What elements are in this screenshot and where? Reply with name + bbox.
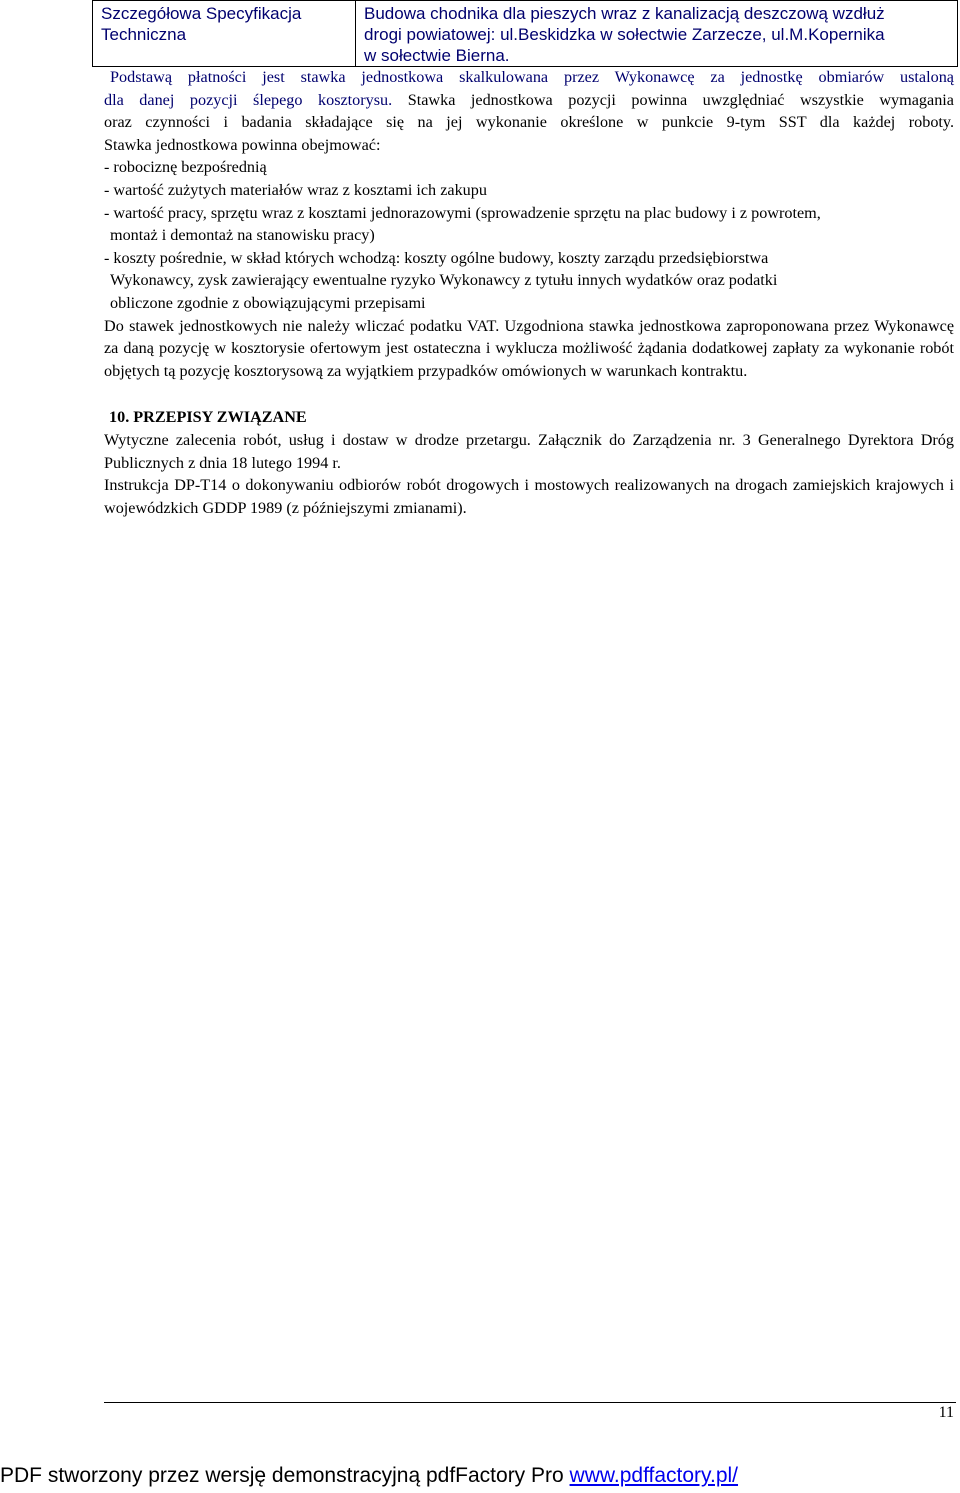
- list-item-indirect-costs-cont2: obliczone zgodnie z obowiązującymi przepisami: [110, 293, 426, 312]
- payment-basis-line2-end: Stawka jednostkowa pozycji powinna uwzględniać wszystkie wymagania: [392, 90, 954, 109]
- list-item-materials: - wartość zużytych materiałów wraz z kosztami ich zakupu: [104, 180, 487, 199]
- header-project-title-line2: drogi powiatowej: ul.Beskidzka w sołectwie Zarzecze, ul.M.Kopernika: [364, 25, 885, 44]
- payment-basis-line1: Podstawą płatności jest stawka jednostkowa skalkulowana przez Wykonawcę za jednostkę obmiarów ustaloną: [110, 68, 954, 86]
- list-item-labour: - robociznę bezpośrednią: [104, 158, 267, 177]
- unit-rate-intro: Stawka jednostkowa powinna obejmować:: [104, 135, 381, 154]
- header-spec-title: [93, 1, 356, 67]
- page-number: 11: [938, 1404, 954, 1421]
- payment-basis-line3: oraz czynności i badania składające się na jej wykonanie określone w punkcie 9-tym SST dla każdej roboty.: [104, 113, 954, 132]
- pdf-creator-notice: [0, 1464, 738, 1488]
- payment-basis-line2: [104, 89, 954, 112]
- document-body: [104, 66, 954, 519]
- regulation-ref-1: Wytyczne zalecenia robót, usług i dostaw w drodze przetargu. Załącznik do Zarządzenia nr. 3 Generalnego Dyrektora Dróg Publicznych z dnia 18 lutego 1994 r.: [104, 430, 954, 472]
- list-item-indirect-costs-cont1: Wykonawcy, zysk zawierający ewentualne ryzyko Wykonawcy z tytułu innych wydatków oraz podatki: [110, 271, 778, 290]
- list-item-equipment: - wartość pracy, sprzętu wraz z kosztami jednorazowymi (sprowadzenie sprzętu na plac budowy i z powrotem,: [104, 203, 821, 222]
- regulation-ref-2: Instrukcja DP-T14 o dokonywaniu odbiorów robót drogowych i mostowych realizowanych na drogach zamiejskich krajowych i wojewódzkich GDDP 1989 (z późniejszymi zmianami).: [104, 476, 954, 517]
- payment-basis-line2-start: dla danej pozycji ślepego kosztorysu.: [104, 90, 393, 109]
- section-heading-regulations: 10. PRZEPISY ZWIĄZANE: [109, 408, 307, 427]
- vat-paragraph: Do stawek jednostkowych nie należy wliczać podatku VAT. Uzgodniona stawka jednostkowa zaproponowana przez Wykonawcę za daną pozycję w kosztorysie ofertowym jest ostateczna i wyklucza możliwość żądania dodatkowej zapłaty za wykonanie robót objętych tą pozycję kosztorysową za wyjątkiem przypadków omówionych w warunkach kontraktu.: [104, 316, 954, 380]
- pdf-notice-text: PDF stworzony przez wersję demonstracyjną pdfFactory Pro: [0, 1464, 570, 1487]
- pdffactory-link[interactable]: www.pdffactory.pl/: [569, 1464, 739, 1487]
- header-project-title: [356, 1, 958, 67]
- document-header: [92, 0, 958, 67]
- footer-divider: [104, 1402, 956, 1403]
- list-item-equipment-cont: montaż i demontaż na stanowisku pracy): [110, 226, 375, 245]
- header-project-title-line1: Budowa chodnika dla pieszych wraz z kanalizacją deszczową wzdłuż: [364, 4, 885, 23]
- header-spec-title-line2: Techniczna: [101, 25, 187, 44]
- header-project-title-line3: w sołectwie Bierna.: [364, 46, 510, 65]
- header-spec-title-line1: Szczegółowa Specyfikacja: [101, 4, 302, 23]
- list-item-indirect-costs: - koszty pośrednie, w skład których wchodzą: koszty ogólne budowy, koszty zarządu przedsiębiorstwa: [104, 248, 769, 267]
